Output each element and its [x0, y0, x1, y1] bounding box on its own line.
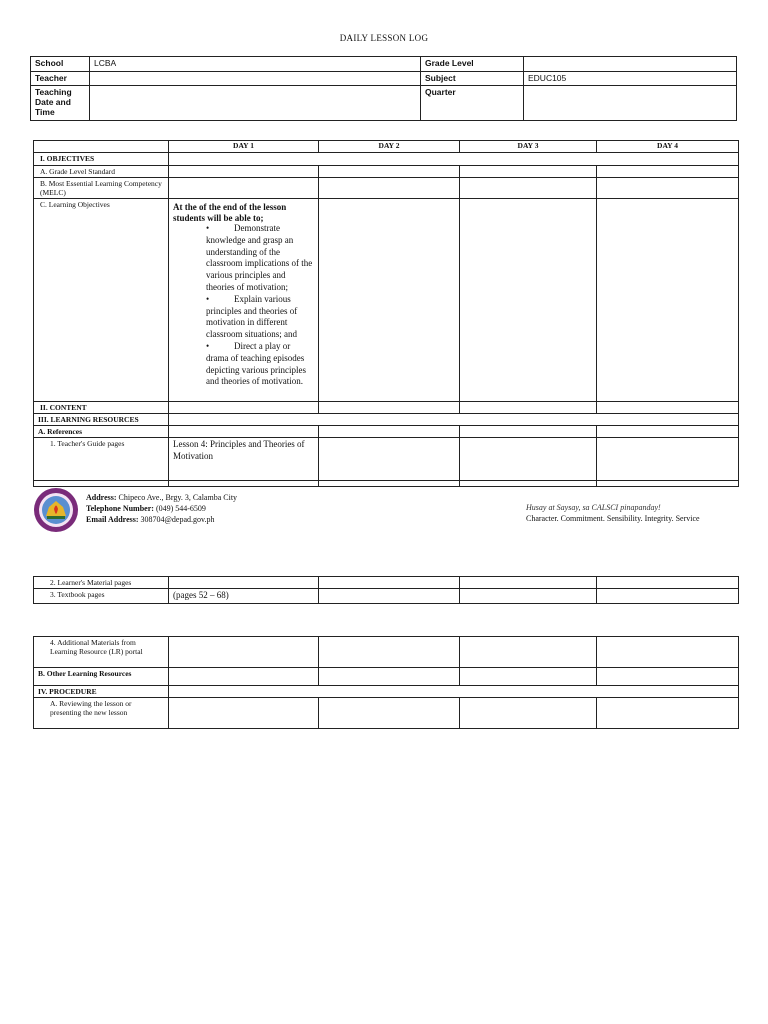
motto-core-values: Character. Commitment. Sensibility. Integrity. Service [526, 514, 700, 523]
textbook-label: 3. Textbook pages [34, 589, 169, 604]
document-title: DAILY LESSON LOG [339, 33, 429, 43]
header-day-1: DAY 1 [169, 141, 319, 153]
objective-item: • Explain various principles and theories of motivation in different classroom situations; and [206, 293, 298, 340]
learning-resources-heading: III. LEARNING RESOURCES [34, 414, 169, 426]
cell [169, 178, 319, 199]
cell [319, 637, 460, 668]
grade-level-standard-label: A. Grade Level Standard [34, 166, 169, 178]
cell [597, 199, 739, 402]
objective-text: Demonstrate knowledge and grasp an understanding of the classroom implications of the various principles and theories of motivation; [206, 223, 313, 292]
cell [319, 426, 460, 438]
email-label: Email Address: [86, 515, 139, 524]
cell [597, 481, 739, 487]
objective-item: • Demonstrate knowledge and grasp an understanding of the classroom implications of the various principles and theories of motivation; [206, 223, 313, 292]
day1-learning-objectives [169, 199, 319, 402]
cell [169, 698, 319, 729]
cell [319, 199, 460, 402]
reviewing-lesson-label: A. Reviewing the lesson or presenting the new lesson [34, 698, 169, 729]
quarter-label: Quarter [421, 86, 524, 121]
subject-label: Subject [421, 72, 524, 86]
cell [460, 402, 597, 414]
cell [34, 481, 169, 487]
grade-level-value [524, 57, 737, 72]
teacher-label: Teacher [31, 72, 90, 86]
cell [460, 426, 597, 438]
cell [460, 698, 597, 729]
objectives-intro: At the of the end of the lesson students will be able to; [173, 202, 287, 223]
footer-address [86, 492, 237, 503]
phone-label: Telephone Number: [86, 504, 154, 513]
cell [319, 402, 460, 414]
cell [319, 166, 460, 178]
day1-textbook: (pages 52 – 68) [169, 589, 319, 604]
grade-level-label: Grade Level [421, 57, 524, 72]
address-label: Address: [86, 493, 117, 502]
cell [319, 178, 460, 199]
teacher-value [90, 72, 421, 86]
objectives-span [169, 153, 739, 166]
cell [460, 481, 597, 487]
footer-email [86, 514, 214, 525]
header-day-2: DAY 2 [319, 141, 460, 153]
cell [169, 637, 319, 668]
cell [169, 686, 739, 698]
cell [460, 668, 597, 686]
cell [169, 668, 319, 686]
day1-teachers-guide: Lesson 4: Principles and Theories of Motivation [169, 438, 319, 481]
cell [597, 698, 739, 729]
header-blank [34, 141, 169, 153]
cell [319, 589, 460, 604]
lesson-log-table-procedure [33, 636, 739, 729]
references-heading: A. References [34, 426, 169, 438]
cell [597, 668, 739, 686]
cell [319, 698, 460, 729]
cell [319, 577, 460, 589]
cell [319, 481, 460, 487]
cell [460, 577, 597, 589]
cell [460, 637, 597, 668]
objective-text: Direct a play or drama of teaching episodes depicting various principles and theories of motivation. [206, 340, 306, 387]
cell [460, 438, 597, 481]
quarter-value [524, 86, 737, 121]
cell [169, 577, 319, 589]
additional-materials-label: 4. Additional Materials from Learning Resource (LR) portal [34, 637, 169, 668]
cell [460, 166, 597, 178]
cell [319, 668, 460, 686]
school-logo-icon [33, 487, 79, 533]
cell [460, 589, 597, 604]
cell [169, 402, 319, 414]
teaching-date-label: Teaching Date and Time [31, 86, 90, 121]
objective-item: • Direct a play or drama of teaching episodes depicting various principles and theories of motivation. [206, 340, 306, 387]
cell [597, 426, 739, 438]
objective-text: Explain various principles and theories of motivation in different classroom situations; and [206, 293, 298, 340]
address-value: Chipeco Ave., Brgy. 3, Calamba City [118, 493, 238, 502]
phone-value: (049) 544-6509 [155, 504, 206, 513]
lesson-log-table-continued [33, 576, 739, 604]
footer-phone [86, 503, 206, 514]
objectives-list [173, 223, 314, 388]
email-value: 308704@depad.gov.ph [140, 515, 215, 524]
school-label: School [31, 57, 90, 72]
cell [597, 178, 739, 199]
cell [460, 178, 597, 199]
motto-tagalog: Husay at Saysay, sa CALSCI pinapanday! [526, 503, 661, 512]
header-day-4: DAY 4 [597, 141, 739, 153]
objectives-heading: I. OBJECTIVES [34, 153, 169, 166]
school-info-table [30, 56, 737, 121]
school-value: LCBA [90, 57, 421, 72]
content-heading: II. CONTENT [34, 402, 169, 414]
cell [460, 199, 597, 402]
cell [169, 426, 319, 438]
other-resources-heading: B. Other Learning Resources [34, 668, 169, 686]
cell [597, 589, 739, 604]
procedure-heading: IV. PROCEDURE [34, 686, 169, 698]
learning-objectives-label: C. Learning Objectives [34, 199, 169, 402]
learners-material-label: 2. Learner's Material pages [34, 577, 169, 589]
cell [169, 481, 319, 487]
cell [319, 438, 460, 481]
teachers-guide-label: 1. Teacher's Guide pages [34, 438, 169, 481]
lesson-log-table [33, 140, 739, 487]
header-day-3: DAY 3 [460, 141, 597, 153]
cell [597, 577, 739, 589]
cell [597, 438, 739, 481]
melc-label: B. Most Essential Learning Competency (MELC) [34, 178, 169, 199]
cell [169, 414, 739, 426]
subject-value: EDUC105 [524, 72, 737, 86]
teaching-date-value [90, 86, 421, 121]
cell [597, 637, 739, 668]
cell [169, 166, 319, 178]
cell [597, 402, 739, 414]
cell [597, 166, 739, 178]
